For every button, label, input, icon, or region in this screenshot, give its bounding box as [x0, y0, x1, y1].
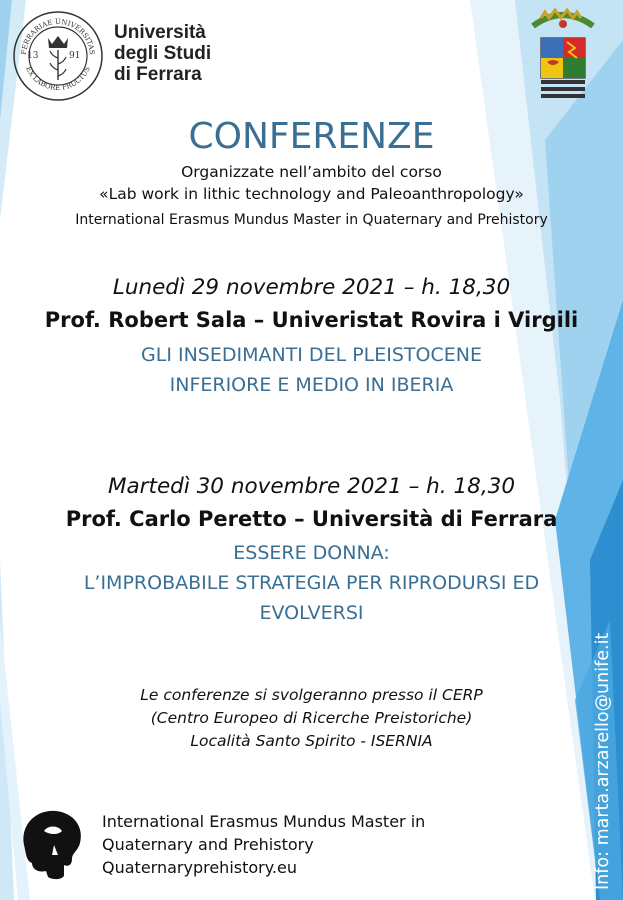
footer-text — [102, 810, 425, 879]
skull-silhouette-icon — [14, 805, 88, 883]
page-title: CONFERENZE — [188, 116, 435, 157]
topic-line: L’IMPROBABILE STRATEGIA PER RIPRODURSI ED — [83, 572, 540, 594]
footer-line: Quaternary and Prehistory — [102, 835, 314, 854]
svg-text:FERRARIAE UNIVERSITAS: FERRARIAE UNIVERSITAS — [19, 18, 97, 56]
svg-text:EX LABORE FRUCTUS: EX LABORE FRUCTUS — [24, 65, 92, 93]
conference-2-date: Martedì 30 novembre 2021 – h. 18,30 — [107, 474, 516, 499]
conference-1-date: Lunedì 29 novembre 2021 – h. 18,30 — [112, 275, 511, 300]
university-name-line: di Ferrara — [114, 64, 202, 85]
topic-line: GLI INSEDIMANTI DEL PLEISTOCENE — [141, 344, 482, 366]
university-name-line: degli Studi — [114, 43, 212, 64]
conference-1-speaker: Prof. Robert Sala – Univeristat Rovira i Virgili — [44, 308, 579, 332]
venue-line: Le conferenze si svolgeranno presso il CERP — [140, 686, 483, 704]
topic-line: ESSERE DONNA: — [233, 542, 390, 564]
seal-digits-right: 91 — [69, 51, 81, 61]
topic-line: INFERIORE E MEDIO IN IBERIA — [169, 374, 454, 396]
footer-website-link[interactable]: Quaternaryprehistory.eu — [102, 858, 297, 877]
footer-line: International Erasmus Mundus Master in — [102, 812, 426, 831]
venue-info — [0, 684, 623, 753]
conference-2-topic — [0, 538, 623, 628]
contact-info-vertical[interactable]: Info: marta.arzarello@unife.it — [593, 632, 613, 890]
coat-of-arms-icon — [527, 8, 599, 104]
subtitle-master: International Erasmus Mundus Master in Quaternary and Prehistory — [75, 212, 548, 228]
subtitle-organized: Organizzate nell’ambito del corso — [181, 163, 442, 181]
university-seal-icon — [12, 10, 104, 102]
conference-1-topic — [0, 340, 623, 400]
seal-digits-left: 13 — [27, 51, 39, 61]
topic-line: EVOLVERSI — [259, 602, 364, 624]
venue-line: Località Santo Spirito - ISERNIA — [190, 732, 433, 750]
university-name — [114, 22, 211, 85]
subtitle-course: «Lab work in lithic technology and Paleoanthropology» — [99, 185, 524, 203]
university-name-line: Università — [114, 22, 206, 43]
conference-2-speaker: Prof. Carlo Peretto – Università di Ferrara — [65, 507, 558, 531]
venue-line: (Centro Europeo di Ricerche Preistoriche) — [150, 709, 473, 727]
